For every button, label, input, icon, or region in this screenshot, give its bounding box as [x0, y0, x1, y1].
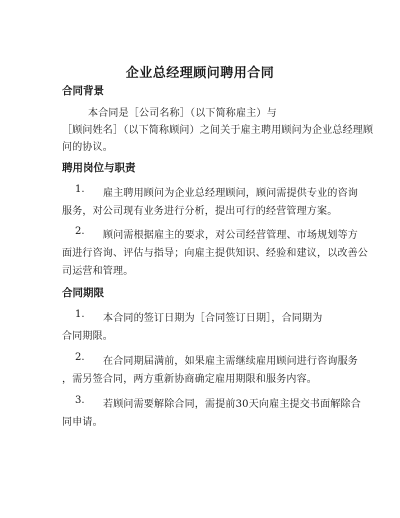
section-heading-term: 合同期限	[62, 287, 104, 299]
term-item-1-line-2: 合同期限。	[62, 331, 113, 342]
section-heading-duties: 聘用岗位与职责	[62, 162, 136, 174]
background-line-1: 本合同是［公司名称］（以下简称雇主）与	[88, 108, 277, 119]
term-item-3-line-2: 同申请。	[62, 417, 103, 428]
term-item-1-number: 1.	[75, 309, 85, 320]
term-item-2-number: 2.	[75, 352, 85, 363]
document-title: 企业总经理顾问聘用合同	[125, 66, 275, 81]
term-item-3-line-1: 若顾问需要解除合同，需提前30天向雇主提交书面解除合	[103, 399, 361, 410]
duties-item-1-line-1: 雇主聘用顾问为企业总经理顾问，顾问需提供专业的咨询	[103, 188, 358, 199]
duties-item-2-line-1: 顾问需根据雇主的要求，对公司经营管理、市场规划等方	[103, 230, 358, 241]
term-item-3-number: 3.	[75, 395, 85, 406]
term-item-1-line-1: 本合同的签订日期为［合同签订日期］，合同期为	[103, 313, 323, 324]
duties-item-2-number: 2.	[75, 226, 85, 237]
section-heading-background: 合同背景	[62, 85, 104, 97]
background-line-2: ［顾问姓名］（以下简称顾问）之间关于雇主聘用顾问为企业总经理顾	[62, 125, 374, 136]
duties-item-2-line-3: 司运营和管理。	[62, 266, 134, 277]
background-line-3: 问的协议。	[62, 142, 113, 153]
term-item-2-line-1: 在合同期届满前，如果雇主需继续雇用顾问进行咨询服务	[103, 356, 358, 367]
duties-item-1-line-2: 服务，对公司现有业务进行分析，提出可行的经营管理方案。	[62, 206, 338, 217]
term-item-2-line-2: ，需另签合同，两方重新协商确定雇用期限和服务内容。	[62, 374, 317, 385]
duties-item-2-line-2: 面进行咨询、评估与指导；向雇主提供知识、经验和建议，以改善公	[62, 248, 368, 259]
duties-item-1-number: 1.	[75, 184, 85, 195]
